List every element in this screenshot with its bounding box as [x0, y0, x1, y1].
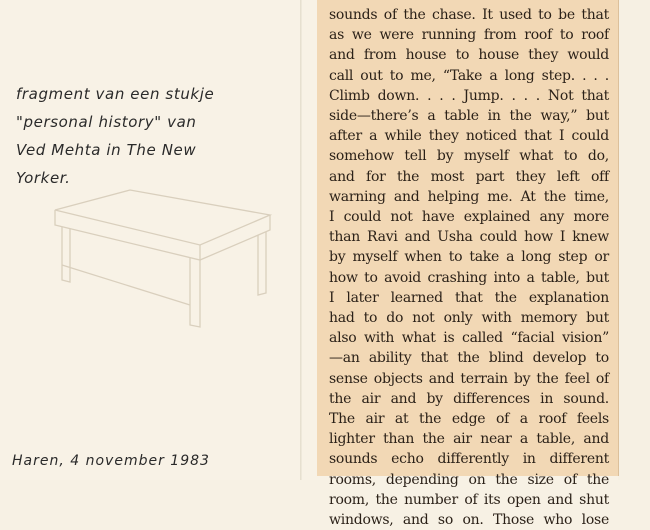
clipping-line: and from house to house they would — [329, 47, 609, 64]
clipping-line: call out to me, “Take a long step. . . . — [329, 67, 609, 84]
clipping-line: how to avoid crashing into a table, but — [329, 269, 609, 286]
newspaper-clipping — [317, 0, 618, 529]
right-margin — [618, 0, 650, 480]
clipping-line: rooms, depending on the size of the — [329, 471, 609, 488]
table-sketch — [40, 185, 280, 335]
clipping-line: windows, and so on. Those who lose — [329, 512, 609, 529]
clipping-line: Climb down. . . . Jump. . . . Not that — [329, 87, 609, 104]
clipping-line: I later learned that the explanation — [329, 289, 609, 306]
note-line-4: Yorker. — [16, 169, 71, 187]
clipping-line: the air and by differences in sound. — [329, 390, 609, 407]
clipping-line: sense objects and terrain by the feel of — [329, 370, 609, 387]
clipping-line: as we were running from roof to roof — [329, 27, 609, 44]
note-line-2: "personal history" van — [16, 113, 197, 131]
clipping-line: somehow tell by myself what to do, — [329, 148, 609, 165]
clipping-line: sounds echo differently in different — [329, 451, 609, 468]
clipping-line: —an ability that the blind develop to — [329, 350, 609, 367]
clipping-text — [329, 5, 609, 530]
clipping-line: room, the number of its open and shut — [329, 491, 609, 508]
page-fold — [300, 0, 302, 480]
handwritten-note — [16, 80, 256, 192]
clipping-line: warning and helping me. At the time, — [329, 188, 609, 205]
clipping-line: by myself when to take a long step or — [329, 249, 609, 266]
clipping-line: side—there’s a table in the way,” but — [329, 108, 609, 125]
clipping-line: and for the most part they left off — [329, 168, 609, 185]
clipping-line: than Ravi and Usha could how I knew — [329, 229, 609, 246]
note-line-1: fragment van een stukje — [16, 85, 215, 103]
clipping-line: also with what is called “facial vision” — [329, 330, 609, 347]
clipping-line: lighter than the air near a table, and — [329, 431, 609, 448]
clipping-line: The air at the edge of a roof feels — [329, 411, 609, 428]
clipping-line: had to do not only with memory but — [329, 310, 609, 327]
clipping-line: after a while they noticed that I could — [329, 128, 609, 145]
note-line-3: Ved Mehta in The New — [16, 141, 197, 159]
signature-date: Haren, 4 november 1983 — [12, 453, 210, 469]
clipping-line: sounds of the chase. It used to be that — [329, 7, 609, 23]
clipping-line: I could not have explained any more — [329, 209, 609, 226]
